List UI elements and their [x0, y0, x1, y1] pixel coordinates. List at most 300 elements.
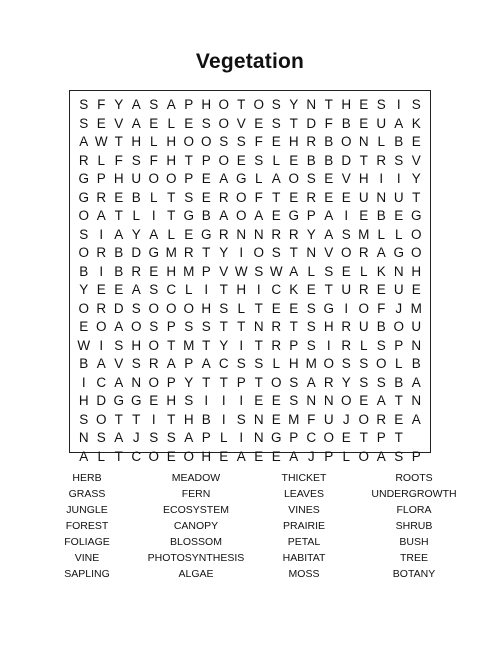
grid-letter[interactable]: O	[253, 97, 264, 112]
grid-letter[interactable]: O	[358, 300, 369, 316]
grid-letter[interactable]: U	[393, 189, 404, 205]
grid-letter[interactable]: T	[324, 97, 333, 112]
grid-letter[interactable]: L	[394, 356, 403, 371]
grid-letter[interactable]: R	[288, 226, 299, 242]
grid-letter[interactable]: L	[377, 134, 385, 149]
grid-letter[interactable]: D	[96, 393, 107, 408]
grid-letter[interactable]: O	[323, 430, 334, 445]
grid-letter[interactable]: N	[393, 263, 404, 279]
grid-letter[interactable]: E	[411, 134, 421, 149]
grid-letter[interactable]: P	[201, 263, 211, 279]
grid-letter[interactable]: S	[324, 263, 334, 279]
grid-letter[interactable]: D	[306, 115, 317, 131]
grid-letter[interactable]: H	[288, 134, 299, 149]
grid-letter[interactable]: H	[358, 171, 369, 186]
grid-letter[interactable]	[408, 429, 426, 448]
grid-letter[interactable]: R	[358, 282, 369, 297]
grid-letter[interactable]: B	[306, 152, 316, 168]
grid-letter[interactable]: T	[167, 208, 176, 223]
grid-letter[interactable]: Y	[341, 374, 351, 390]
grid-letter[interactable]: H	[183, 411, 194, 427]
grid-letter[interactable]: B	[376, 208, 386, 223]
grid-letter[interactable]: L	[167, 226, 175, 242]
grid-letter[interactable]: O	[340, 134, 352, 149]
grid-letter[interactable]: F	[377, 300, 386, 316]
grid-letter[interactable]: A	[219, 171, 229, 186]
grid-letter[interactable]: R	[131, 263, 142, 279]
grid-letter[interactable]: Y	[219, 245, 229, 260]
grid-letter[interactable]: L	[254, 171, 263, 186]
grid-letter[interactable]: E	[96, 282, 106, 297]
grid-letter[interactable]: R	[218, 226, 229, 242]
grid-letter[interactable]: B	[376, 319, 386, 334]
grid-letter[interactable]: G	[200, 226, 212, 242]
grid-letter[interactable]: S	[289, 393, 299, 408]
grid-letter[interactable]: K	[411, 115, 421, 131]
grid-letter[interactable]: S	[79, 97, 89, 112]
grid-letter[interactable]: E	[341, 263, 351, 279]
grid-letter[interactable]: L	[359, 263, 368, 279]
grid-letter[interactable]: P	[289, 337, 299, 353]
grid-letter[interactable]: D	[131, 245, 142, 260]
grid-letter[interactable]: P	[166, 374, 176, 390]
grid-letter[interactable]: I	[99, 226, 104, 242]
grid-letter[interactable]: P	[201, 152, 211, 168]
grid-letter[interactable]: E	[411, 282, 421, 297]
grid-letter[interactable]: A	[201, 356, 211, 371]
grid-letter[interactable]: R	[271, 337, 282, 353]
grid-letter[interactable]: T	[219, 374, 228, 390]
grid-letter[interactable]: S	[376, 374, 386, 390]
grid-letter[interactable]: E	[359, 97, 369, 112]
grid-letter[interactable]: E	[324, 189, 334, 205]
grid-letter[interactable]: S	[219, 300, 229, 316]
grid-letter[interactable]: M	[183, 263, 195, 279]
grid-letter[interactable]: O	[358, 411, 369, 427]
grid-letter[interactable]: R	[218, 189, 229, 205]
grid-letter[interactable]: M	[410, 300, 422, 316]
grid-letter[interactable]: E	[271, 134, 281, 149]
grid-letter[interactable]: H	[166, 134, 177, 149]
grid-letter[interactable]: I	[239, 393, 244, 408]
grid-letter[interactable]: O	[235, 189, 247, 205]
grid-letter[interactable]: S	[306, 300, 316, 316]
grid-letter[interactable]: A	[114, 226, 124, 242]
grid-letter[interactable]: A	[149, 226, 159, 242]
grid-letter[interactable]: E	[149, 263, 159, 279]
grid-letter[interactable]: J	[342, 411, 350, 427]
grid-letter[interactable]: V	[219, 263, 229, 279]
grid-letter[interactable]: N	[253, 430, 264, 445]
grid-letter[interactable]: T	[219, 282, 228, 297]
grid-letter[interactable]: S	[79, 226, 89, 242]
grid-letter[interactable]: A	[96, 208, 106, 223]
grid-letter[interactable]: L	[342, 448, 350, 464]
grid-letter[interactable]: I	[326, 337, 331, 353]
grid-letter[interactable]: O	[148, 337, 159, 353]
grid-letter[interactable]: U	[358, 319, 369, 334]
grid-letter[interactable]: N	[323, 393, 334, 408]
grid-letter[interactable]: I	[379, 171, 384, 186]
grid-letter[interactable]: N	[253, 226, 264, 242]
grid-letter[interactable]: O	[340, 245, 352, 260]
grid-letter[interactable]: F	[254, 134, 263, 149]
grid-letter[interactable]: A	[96, 356, 106, 371]
grid-letter[interactable]: F	[97, 97, 106, 112]
grid-letter[interactable]: O	[148, 171, 159, 186]
grid-letter[interactable]: R	[306, 134, 317, 149]
grid-letter[interactable]: U	[376, 115, 387, 131]
grid-letter[interactable]: T	[167, 337, 176, 353]
grid-letter[interactable]: C	[131, 448, 142, 464]
grid-letter[interactable]: S	[166, 430, 176, 445]
grid-letter[interactable]: B	[79, 263, 89, 279]
grid-letter[interactable]: N	[253, 411, 264, 427]
grid-letter[interactable]: T	[254, 337, 263, 353]
grid-letter[interactable]: F	[114, 152, 123, 168]
grid-letter[interactable]: O	[218, 97, 229, 112]
grid-letter[interactable]: R	[341, 337, 352, 353]
grid-letter[interactable]: O	[130, 319, 142, 334]
grid-letter[interactable]: E	[254, 115, 264, 131]
grid-letter[interactable]: B	[114, 245, 124, 260]
grid-letter[interactable]: T	[184, 152, 193, 168]
grid-letter[interactable]: S	[96, 430, 106, 445]
grid-letter[interactable]: T	[394, 393, 403, 408]
grid-letter[interactable]: N	[376, 189, 387, 205]
grid-letter[interactable]: I	[396, 97, 401, 112]
grid-letter[interactable]: W	[77, 337, 91, 353]
grid-letter[interactable]: B	[394, 374, 404, 390]
grid-letter[interactable]: S	[131, 356, 141, 371]
grid-letter[interactable]: T	[272, 189, 281, 205]
grid-letter[interactable]: O	[165, 171, 177, 186]
grid-letter[interactable]: E	[394, 208, 404, 223]
grid-letter[interactable]: U	[358, 189, 369, 205]
grid-letter[interactable]: E	[166, 448, 176, 464]
grid-letter[interactable]: O	[288, 171, 299, 186]
grid-letter[interactable]: H	[201, 97, 212, 112]
grid-letter[interactable]: O	[358, 448, 369, 464]
grid-letter[interactable]: T	[289, 245, 298, 260]
grid-letter[interactable]: A	[131, 97, 141, 112]
grid-letter[interactable]: E	[341, 189, 351, 205]
grid-letter[interactable]: U	[323, 411, 334, 427]
grid-letter[interactable]: R	[376, 152, 387, 168]
grid-letter[interactable]: S	[394, 152, 404, 168]
grid-letter[interactable]: S	[289, 374, 299, 390]
grid-letter[interactable]: B	[341, 115, 351, 131]
grid-letter[interactable]: J	[395, 300, 403, 316]
grid-letter[interactable]: P	[201, 430, 211, 445]
grid-letter[interactable]: L	[307, 263, 315, 279]
grid-letter[interactable]: S	[271, 97, 281, 112]
grid-letter[interactable]: E	[271, 300, 281, 316]
grid-letter[interactable]: H	[166, 152, 177, 168]
grid-letter[interactable]: I	[99, 263, 104, 279]
grid-letter[interactable]: I	[81, 374, 86, 390]
grid-letter[interactable]: I	[151, 411, 156, 427]
grid-letter[interactable]: S	[254, 356, 264, 371]
grid-letter[interactable]: A	[411, 374, 421, 390]
grid-letter[interactable]: O	[323, 356, 334, 371]
grid-letter[interactable]: O	[340, 393, 352, 408]
grid-letter[interactable]: I	[99, 337, 104, 353]
grid-letter[interactable]: I	[151, 208, 156, 223]
grid-letter[interactable]: Y	[79, 282, 89, 297]
grid-letter[interactable]: L	[149, 134, 158, 149]
grid-letter[interactable]: A	[306, 374, 316, 390]
grid-letter[interactable]: S	[79, 411, 89, 427]
grid-letter[interactable]: R	[96, 245, 107, 260]
grid-letter[interactable]: I	[344, 300, 349, 316]
grid-letter[interactable]: H	[131, 337, 142, 353]
grid-letter[interactable]: O	[183, 448, 194, 464]
grid-letter[interactable]: O	[253, 245, 264, 260]
grid-letter[interactable]: E	[114, 189, 124, 205]
grid-letter[interactable]: E	[289, 300, 299, 316]
grid-letter[interactable]: A	[114, 319, 124, 334]
grid-letter[interactable]: L	[149, 189, 158, 205]
grid-letter[interactable]: R	[323, 374, 334, 390]
grid-letter[interactable]: R	[306, 189, 317, 205]
grid-letter[interactable]: E	[184, 115, 194, 131]
grid-letter[interactable]: N	[306, 245, 317, 260]
grid-letter[interactable]: S	[131, 152, 141, 168]
grid-letter[interactable]: H	[201, 448, 212, 464]
grid-letter[interactable]: N	[253, 319, 264, 334]
grid-letter[interactable]: C	[96, 374, 107, 390]
grid-letter[interactable]: P	[411, 448, 421, 464]
grid-letter[interactable]: S	[359, 374, 369, 390]
grid-letter[interactable]: S	[184, 319, 194, 334]
grid-letter[interactable]: T	[114, 448, 123, 464]
grid-letter[interactable]: H	[236, 282, 247, 297]
grid-letter[interactable]: S	[341, 356, 351, 371]
grid-letter[interactable]: S	[394, 448, 404, 464]
grid-letter[interactable]: Y	[219, 337, 229, 353]
grid-letter[interactable]: N	[131, 374, 142, 390]
grid-letter[interactable]: E	[341, 430, 351, 445]
grid-letter[interactable]: G	[113, 393, 124, 408]
grid-letter[interactable]: S	[79, 115, 89, 131]
grid-letter[interactable]: B	[201, 208, 211, 223]
grid-letter[interactable]: T	[167, 189, 176, 205]
grid-letter[interactable]: S	[271, 115, 281, 131]
grid-letter[interactable]: G	[393, 245, 404, 260]
grid-letter[interactable]: S	[114, 337, 124, 353]
grid-letter[interactable]: F	[324, 115, 333, 131]
grid-letter[interactable]: A	[376, 393, 386, 408]
grid-letter[interactable]: S	[184, 393, 194, 408]
grid-letter[interactable]: E	[219, 448, 229, 464]
grid-letter[interactable]: V	[114, 356, 124, 371]
grid-letter[interactable]: T	[237, 319, 246, 334]
grid-letter[interactable]: S	[236, 134, 246, 149]
grid-letter[interactable]: T	[114, 134, 123, 149]
grid-letter[interactable]: J	[307, 448, 315, 464]
grid-letter[interactable]: G	[130, 393, 142, 408]
grid-letter[interactable]: A	[324, 226, 334, 242]
grid-letter[interactable]: S	[306, 319, 316, 334]
grid-letter[interactable]: B	[201, 411, 211, 427]
grid-letter[interactable]: O	[78, 245, 89, 260]
grid-letter[interactable]: U	[131, 171, 142, 186]
grid-letter[interactable]: B	[114, 263, 124, 279]
grid-letter[interactable]: S	[201, 319, 211, 334]
grid-letter[interactable]: B	[324, 134, 334, 149]
grid-letter[interactable]: G	[183, 208, 194, 223]
grid-letter[interactable]: L	[97, 152, 105, 168]
grid-letter[interactable]: G	[78, 189, 89, 205]
grid-letter[interactable]: P	[166, 319, 176, 334]
grid-letter[interactable]: N	[78, 430, 89, 445]
grid-letter[interactable]: E	[394, 411, 404, 427]
grid-letter[interactable]: C	[306, 430, 317, 445]
grid-letter[interactable]: E	[271, 208, 281, 223]
grid-letter[interactable]: L	[184, 282, 193, 297]
grid-letter[interactable]: G	[235, 171, 247, 186]
grid-letter[interactable]: O	[95, 411, 107, 427]
grid-letter[interactable]: P	[236, 374, 246, 390]
grid-letter[interactable]: S	[149, 430, 159, 445]
grid-letter[interactable]: T	[202, 245, 211, 260]
grid-letter[interactable]: B	[394, 134, 404, 149]
grid-letter[interactable]: P	[289, 430, 299, 445]
grid-letter[interactable]: B	[411, 356, 421, 371]
grid-letter[interactable]: A	[131, 115, 141, 131]
grid-letter[interactable]: E	[324, 171, 334, 186]
grid-letter[interactable]: H	[166, 393, 177, 408]
grid-letter[interactable]: S	[306, 337, 316, 353]
grid-letter[interactable]: R	[78, 152, 89, 168]
grid-letter[interactable]: A	[289, 263, 299, 279]
grid-letter[interactable]: S	[306, 171, 316, 186]
grid-letter[interactable]: H	[166, 263, 177, 279]
grid-letter[interactable]: T	[394, 430, 403, 445]
grid-letter[interactable]: A	[271, 171, 281, 186]
grid-letter[interactable]: B	[131, 189, 141, 205]
grid-letter[interactable]: N	[411, 337, 422, 353]
grid-letter[interactable]: Y	[131, 226, 141, 242]
grid-letter[interactable]: O	[200, 134, 212, 149]
grid-letter[interactable]: L	[167, 115, 175, 131]
grid-letter[interactable]: P	[184, 171, 194, 186]
grid-letter[interactable]: S	[411, 97, 421, 112]
grid-letter[interactable]: E	[359, 115, 369, 131]
grid-letter[interactable]: T	[114, 411, 123, 427]
grid-letter[interactable]: A	[114, 430, 124, 445]
grid-letter[interactable]: T	[359, 152, 368, 168]
grid-letter[interactable]: E	[254, 393, 264, 408]
grid-letter[interactable]: K	[376, 263, 386, 279]
grid-letter[interactable]: R	[271, 319, 282, 334]
grid-letter[interactable]: H	[201, 300, 212, 316]
grid-letter[interactable]: M	[288, 411, 300, 427]
grid-letter[interactable]: I	[221, 393, 226, 408]
grid-letter[interactable]: S	[376, 97, 386, 112]
grid-letter[interactable]: E	[201, 189, 211, 205]
grid-letter[interactable]: A	[324, 208, 334, 223]
grid-letter[interactable]: S	[201, 115, 211, 131]
grid-letter[interactable]: O	[218, 115, 229, 131]
grid-letter[interactable]: P	[184, 356, 194, 371]
grid-letter[interactable]: S	[254, 263, 264, 279]
grid-letter[interactable]: O	[78, 300, 89, 316]
grid-letter[interactable]: L	[359, 337, 368, 353]
grid-letter[interactable]: A	[411, 411, 421, 427]
grid-letter[interactable]: T	[132, 411, 141, 427]
grid-letter[interactable]: V	[236, 115, 246, 131]
grid-letter[interactable]: N	[306, 97, 317, 112]
grid-letter[interactable]: U	[341, 282, 352, 297]
grid-letter[interactable]: O	[270, 374, 282, 390]
grid-letter[interactable]: A	[79, 134, 89, 149]
grid-letter[interactable]: G	[323, 300, 334, 316]
grid-letter[interactable]: V	[324, 245, 334, 260]
grid-letter[interactable]: S	[149, 97, 159, 112]
grid-letter[interactable]: T	[254, 374, 263, 390]
grid-letter[interactable]: U	[411, 319, 422, 334]
grid-letter[interactable]: E	[289, 189, 299, 205]
grid-letter[interactable]: L	[237, 300, 245, 316]
grid-letter[interactable]: F	[307, 411, 316, 427]
grid-letter[interactable]: P	[324, 448, 334, 464]
grid-letter[interactable]: O	[148, 448, 159, 464]
grid-letter[interactable]: S	[341, 226, 351, 242]
grid-letter[interactable]: Y	[114, 97, 124, 112]
grid-letter[interactable]: O	[183, 134, 194, 149]
grid-letter[interactable]: O	[393, 319, 404, 334]
grid-letter[interactable]: S	[254, 152, 264, 168]
grid-letter[interactable]: B	[324, 152, 334, 168]
grid-letter[interactable]: E	[306, 282, 316, 297]
grid-letter[interactable]: O	[95, 319, 107, 334]
grid-letter[interactable]: H	[78, 393, 89, 408]
grid-letter[interactable]: O	[148, 300, 159, 316]
grid-letter[interactable]: T	[202, 374, 211, 390]
grid-letter[interactable]: S	[219, 134, 229, 149]
grid-letter[interactable]: O	[78, 208, 89, 223]
grid-letter[interactable]: P	[96, 171, 106, 186]
grid-letter[interactable]: G	[410, 208, 422, 223]
grid-letter[interactable]: V	[114, 115, 124, 131]
grid-letter[interactable]: K	[289, 282, 299, 297]
grid-letter[interactable]: A	[166, 97, 176, 112]
grid-letter[interactable]: O	[410, 245, 422, 260]
grid-letter[interactable]: O	[410, 226, 422, 242]
grid-letter[interactable]: A	[79, 448, 89, 464]
grid-letter[interactable]: I	[204, 393, 209, 408]
grid-letter[interactable]: P	[394, 337, 404, 353]
grid-letter[interactable]: H	[341, 97, 352, 112]
grid-letter[interactable]: L	[272, 152, 280, 168]
grid-letter[interactable]: T	[167, 411, 176, 427]
grid-letter[interactable]: D	[113, 300, 124, 316]
grid-letter[interactable]: F	[149, 152, 158, 168]
grid-letter[interactable]: T	[359, 430, 368, 445]
grid-letter[interactable]: L	[394, 226, 403, 242]
grid-letter[interactable]: O	[148, 374, 159, 390]
grid-letter[interactable]: Y	[289, 97, 299, 112]
grid-letter[interactable]: I	[204, 282, 209, 297]
grid-letter[interactable]: G	[288, 208, 299, 223]
grid-letter[interactable]: T	[254, 300, 263, 316]
grid-letter[interactable]: E	[114, 282, 124, 297]
grid-letter[interactable]: P	[376, 430, 386, 445]
grid-letter[interactable]: H	[113, 171, 124, 186]
grid-letter[interactable]: A	[376, 245, 386, 260]
